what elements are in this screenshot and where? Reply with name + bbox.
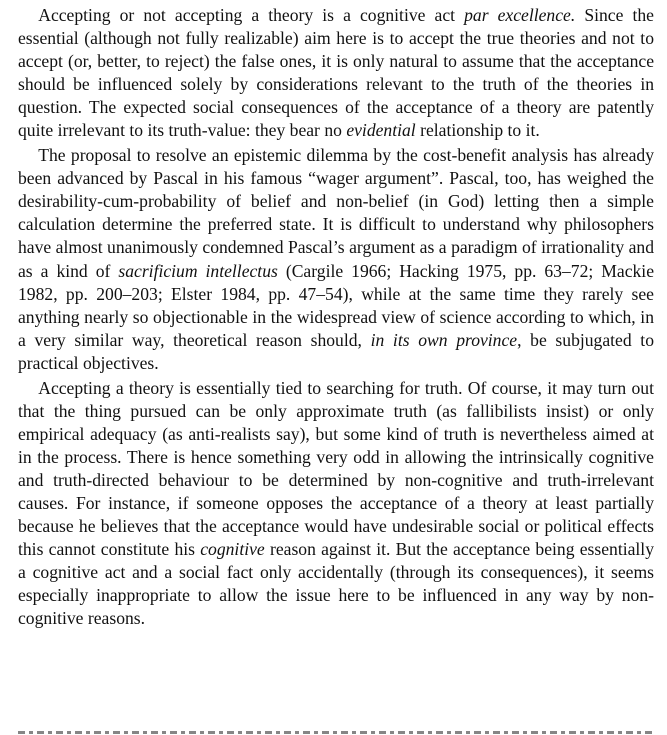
italic-run: in its own province — [370, 329, 518, 350]
text-run: Accepting a theory is essentially tied to searching for truth. Of course, it may turn out that the thing pursued can be only approximate truth (as fallibilists insist) or only empirical adequacy (as anti-realists say), but some kind of truth is nevertheless aimed at in the process. There is hence something very odd in allowing the intrinsically cognitive and truth-directed behaviour to be determined by non-cognitive and truth-irrelevant causes. For instance, if someone opposes the acceptance of a theory at least partially because he believes that the acceptance would have undesirable social or political effects this cannot constitute his — [18, 377, 654, 560]
italic-run: par excellence. — [464, 5, 576, 25]
text-run: Accepting or not accepting a theory is a cognitive act — [38, 5, 465, 25]
text-run: relationship to it. — [415, 120, 540, 141]
italic-run: cognitive — [200, 539, 265, 560]
text-run: Since the essential (although not fully realizable) aim here is to accept the true theories and not to accept (or, better, to reject) the false ones, it is only natural to assume that the acceptance should be influenced solely by considerations relevant to the truth of the theories in question. The expected social consequences of the acceptance of a theory are patently quite irrelevant to its truth-value: they bear no — [18, 5, 654, 141]
paragraph-2 — [18, 144, 654, 374]
text-run: The proposal to resolve an epistemic dilemma by the cost-benefit analysis has already been advanced by Pascal in his famous “wager argument”. Pascal, too, has weighed the desirability-cum-probability of belief and non-belief (in God) letting then a simple calculation determine the preferred state. It is difficult to understand why philosophers have almost unanimously condemned Pascal’s argument as a paradigm of irrationality and as a kind of — [18, 145, 654, 281]
document-page — [18, 4, 654, 630]
text-run: , be subjugated to practical objectives. — [18, 329, 654, 373]
italic-run: sacrificium intellectus — [118, 260, 278, 281]
cut-off-next-line — [18, 722, 654, 735]
italic-run: evidential — [346, 120, 416, 141]
paragraph-3 — [18, 377, 654, 631]
paragraph-1 — [18, 4, 654, 142]
text-run: reason against it. But the acceptance being essentially a cognitive act and a social fact only accidentally (through its consequences), it seems especially inappropriate to allow the issue here to be influenced in any way by non-cognitive reasons. — [18, 539, 654, 629]
text-run: (Cargile 1966; Hacking 1975, pp. 63–72; Mackie 1982, pp. 200–203; Elster 1984, pp. 47–54), while at the same time they rarely see anything nearly so objectionable in the widespread view of science according to which, in a very similar way, theoretical reason should, — [18, 260, 654, 350]
